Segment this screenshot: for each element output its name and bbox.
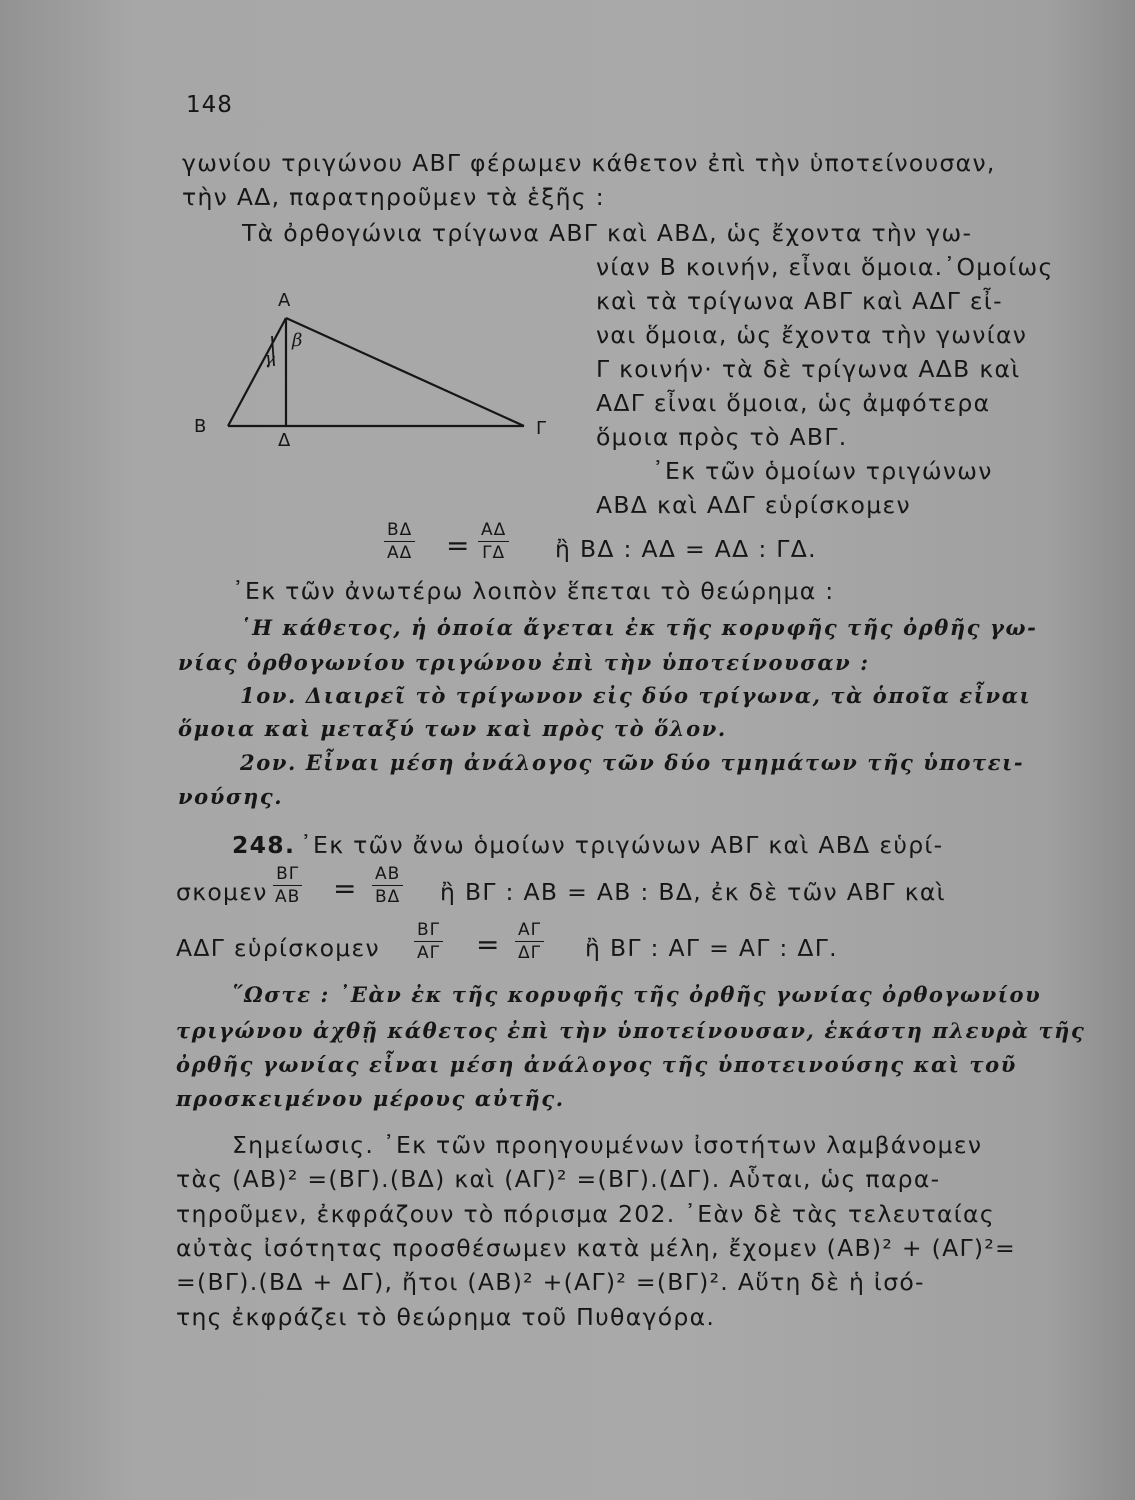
text-line: ᾿Εκ τῶν ἄνω ὁμοίων τριγώνων ΑΒΓ καὶ ΑΒΔ εὑρί- [300,831,944,859]
text-line: ᾿Εκ τῶν ὁμοίων τριγώνων [652,457,993,485]
text-line: σκομεν [176,878,268,906]
vertex-b-label: B [194,416,207,437]
text-line: ὅμοια πρὸς τὸ ΑΒΓ. [596,423,848,451]
text-line: Τὰ ὀρθογώνια τρίγωνα ΑΒΓ καὶ ΑΒΔ, ὡς ἔχοντα τὴν γω- [242,219,973,247]
text-line: ἢ ΒΓ : ΑΓ = ΑΓ : ΔΓ. [585,934,838,962]
angle-g-label: γ [264,348,275,369]
fraction-ab-bd: $\frac{AB}{B\Delta}$ [372,866,403,906]
triangle-figure [190,290,560,464]
note-line: Σημείωσις. ᾿Εκ τῶν προηγουμένων ἰσοτήτων λαμβάνομεν [232,1131,983,1159]
side-ag [286,318,524,426]
text-line: νίαν Β κοινήν, εἶναι ὅμοια.᾿Ομοίως [596,253,1054,281]
fraction-ag-dg: $\frac{A\Gamma}{\Delta\Gamma}$ [515,922,544,962]
conclusion-line: προσκειμένου μέρους αὐτῆς. [176,1086,565,1111]
note-line: αὐτὰς ἰσότητας προσθέσωμεν κατὰ μέλη, ἔχομεν (ΑΒ)² + (ΑΓ)²= [176,1234,1017,1262]
formula-tail: ἢ ΒΔ : ΑΔ = ΑΔ : ΓΔ. [555,535,817,563]
text-line: ΑΔΓ εἶναι ὅμοια, ὡς ἀμφότερα [596,389,991,417]
text-line: ΑΔΓ εὑρίσκομεν [176,934,380,962]
conclusion-line: ῞Ωστε : ᾿Εὰν ἐκ τῆς κορυφῆς τῆς ὀρθῆς γωνίας ὀρθογωνίου [232,982,1042,1007]
text-line: ναι ὅμοια, ὡς ἔχοντα τὴν γωνίαν [596,321,1028,349]
equals-sign: = [476,928,500,961]
theorem-line: ῾Η κάθετος, ἡ ὁποία ἄγεται ἐκ τῆς κορυφῆς τῆς ὀρθῆς γω- [240,615,1038,640]
text-line: καὶ τὰ τρίγωνα ΑΒΓ καὶ ΑΔΓ εἶ- [596,287,1003,315]
note-line: της ἐκφράζει τὸ θεώρημα τοῦ Πυθαγόρα. [176,1303,716,1331]
angle-b-label: β [292,330,303,351]
conclusion-line: ὀρθῆς γωνίας εἶναι μέση ἀνάλογος τῆς ὑποτεινούσης καὶ τοῦ [176,1052,1017,1077]
foot-d-label: Δ [278,430,291,451]
theorem-line: ὅμοια καὶ μεταξύ των καὶ πρὸς τὸ ὅλον. [178,716,727,741]
section-number: 248. [232,831,296,859]
vertex-g-label: Γ [536,418,547,439]
note-line: =(ΒΓ).(ΒΔ + ΔΓ), ἤτοι (ΑΒ)² +(ΑΓ)² =(ΒΓ)². Αὕτη δὲ ἡ ἰσό- [176,1268,925,1296]
text-line: τὴν ΑΔ, παρατηροῦμεν τὰ ἑξῆς : [182,183,605,211]
vertex-a-label: A [278,290,291,311]
theorem-line: νίας ὀρθογωνίου τριγώνου ἐπὶ τὴν ὑποτείνουσαν : [178,650,870,675]
theorem-lead: ᾿Εκ τῶν ἀνωτέρω λοιπὸν ἕπεται τὸ θεώρημα : [232,577,835,605]
text-line: γωνίου τριγώνου ΑΒΓ φέρωμεν κάθετον ἐπὶ τὴν ὑποτείνουσαν, [182,149,996,177]
fraction-bg-ag: $\frac{B\Gamma}{A\Gamma}$ [414,922,443,962]
fraction-bd-ad: $\frac{B\Delta}{A\Delta}$ [384,522,415,562]
note-line: τὰς (ΑΒ)² =(ΒΓ).(ΒΔ) καὶ (ΑΓ)² =(ΒΓ).(ΔΓ). Αὗται, ὡς παρα- [176,1165,941,1193]
theorem-line: 1ον. Διαιρεῖ τὸ τρίγωνον εἰς δύο τρίγωνα, τὰ ὁποῖα εἶναι [240,683,1032,708]
conclusion-line: τριγώνου ἀχθῇ κάθετος ἐπὶ τὴν ὑποτείνουσαν, ἑκάστη πλευρὰ τῆς [176,1018,1086,1043]
equals-sign: = [446,529,470,562]
text-line: Γ κοινήν· τὰ δὲ τρίγωνα ΑΔΒ καὶ [596,355,1021,383]
text-line: ΑΒΔ καὶ ΑΔΓ εὑρίσκομεν [596,491,911,519]
note-line: τηροῦμεν, ἐκφράζουν τὸ πόρισμα 202. ᾿Εὰν δὲ τὰς τελευταίας [176,1200,995,1228]
fraction-ad-gd: $\frac{A\Delta}{\Gamma\Delta}$ [478,522,509,562]
side-ab [228,318,286,426]
theorem-line: νούσης. [178,784,284,809]
text-line: ἢ ΒΓ : ΑΒ = ΑΒ : ΒΔ, ἐκ δὲ τῶν ΑΒΓ καὶ [440,878,946,906]
page-number: 148 [186,92,233,118]
equals-sign: = [333,872,357,905]
fraction-bg-ab: $\frac{B\Gamma}{AB}$ [275,864,301,907]
theorem-line: 2ον. Εἶναι μέση ἀνάλογος τῶν δύο τμημάτων τῆς ὑποτει- [240,750,1025,775]
triangle-diagram [190,290,560,460]
